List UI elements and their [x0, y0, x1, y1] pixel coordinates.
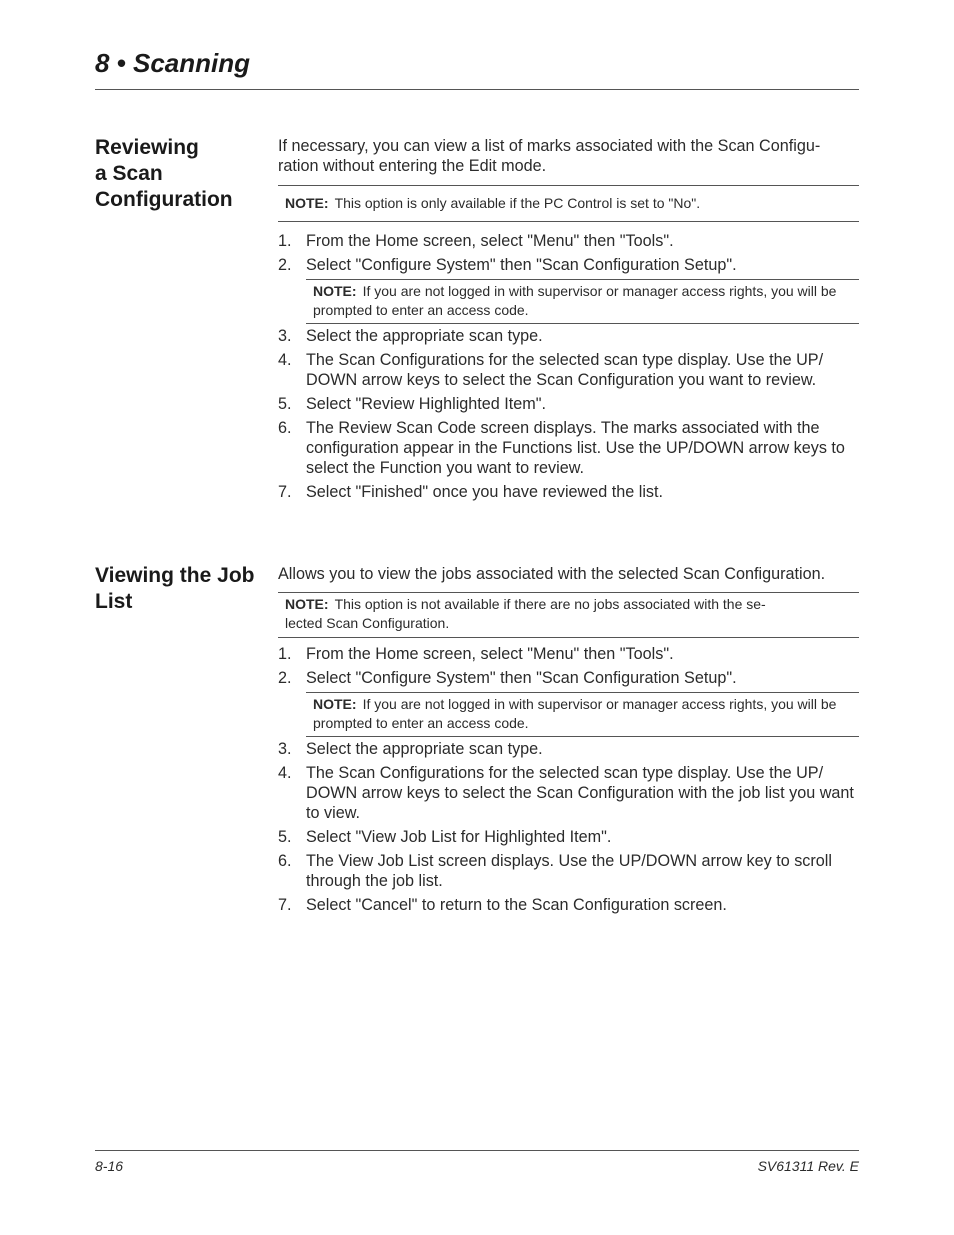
document-id: SV61311 Rev. E — [757, 1158, 859, 1174]
steps-list — [278, 231, 859, 275]
list-item: 6. The View Job List screen displays. Use the UP/DOWN arrow key to scroll through the job list. — [278, 852, 832, 890]
list-item: 2. Select "Configure System" then "Scan Configuration Setup". — [278, 669, 737, 687]
footer-divider — [95, 1150, 859, 1151]
note-text: If you are not logged in with supervisor or manager access rights, you will be prompted to enter an access code. — [313, 696, 837, 731]
list-item: 7. Select "Cancel" to return to the Scan Configuration screen. — [278, 896, 727, 914]
list-item: 2. Select "Configure System" then "Scan Configuration Setup". — [278, 256, 737, 274]
page-number: 8-16 — [95, 1158, 124, 1174]
header-divider — [95, 89, 859, 90]
note-label: NOTE: — [313, 696, 357, 712]
list-item: 5. Select "View Job List for Highlighted Item". — [278, 828, 612, 846]
section-intro: If necessary, you can view a list of marks associated with the Scan Configu- ration without entering the Edit mode. — [278, 137, 821, 175]
steps-list — [278, 326, 859, 502]
list-item: 1. From the Home screen, select "Menu" then "Tools". — [278, 645, 674, 663]
note-box — [306, 692, 859, 737]
section-heading-job-list: Viewing the Job List — [95, 564, 255, 613]
list-item: 4. The Scan Configurations for the selected scan type display. Use the UP/ DOWN arrow keys to select the Scan Configuration you want to review. — [278, 351, 824, 389]
note-text: This option is only available if the PC Control is set to "No". — [334, 195, 701, 211]
list-item: 3. Select the appropriate scan type. — [278, 327, 543, 345]
note-text: This option is not available if there are no jobs associated with the se- lected Scan Configuration. — [285, 596, 766, 631]
note-text: If you are not logged in with supervisor or manager access rights, you will be prompted to enter an access code. — [313, 283, 837, 318]
list-item: 7. Select "Finished" once you have reviewed the list. — [278, 483, 664, 501]
list-item: 3. Select the appropriate scan type. — [278, 740, 543, 758]
list-item: 1. From the Home screen, select "Menu" then "Tools". — [278, 232, 674, 250]
steps-list — [278, 644, 859, 688]
list-item: 4. The Scan Configurations for the selected scan type display. Use the UP/ DOWN arrow keys to select the Scan Configuration with the job list you want to view. — [278, 764, 854, 822]
section-heading-reviewing: Reviewing a Scan Configuration — [95, 136, 233, 211]
note-box — [306, 279, 859, 324]
note-box — [278, 592, 859, 638]
note-box — [278, 185, 859, 222]
section-intro: Allows you to view the jobs associated with the selected Scan Configuration. — [278, 565, 826, 583]
list-item: 5. Select "Review Highlighted Item". — [278, 395, 547, 413]
note-label: NOTE: — [313, 283, 357, 299]
chapter-title: 8 • Scanning — [95, 48, 251, 78]
note-label: NOTE: — [285, 195, 329, 211]
section-reviewing-body — [278, 136, 859, 506]
list-item: 6. The Review Scan Code screen displays. The marks associated with the configuration appear in the Functions list. Use the UP/DOWN arrow keys to select the Function you want to review. — [278, 419, 845, 477]
note-label: NOTE: — [285, 596, 329, 612]
section-job-list-body — [278, 564, 859, 919]
steps-list — [278, 739, 859, 915]
